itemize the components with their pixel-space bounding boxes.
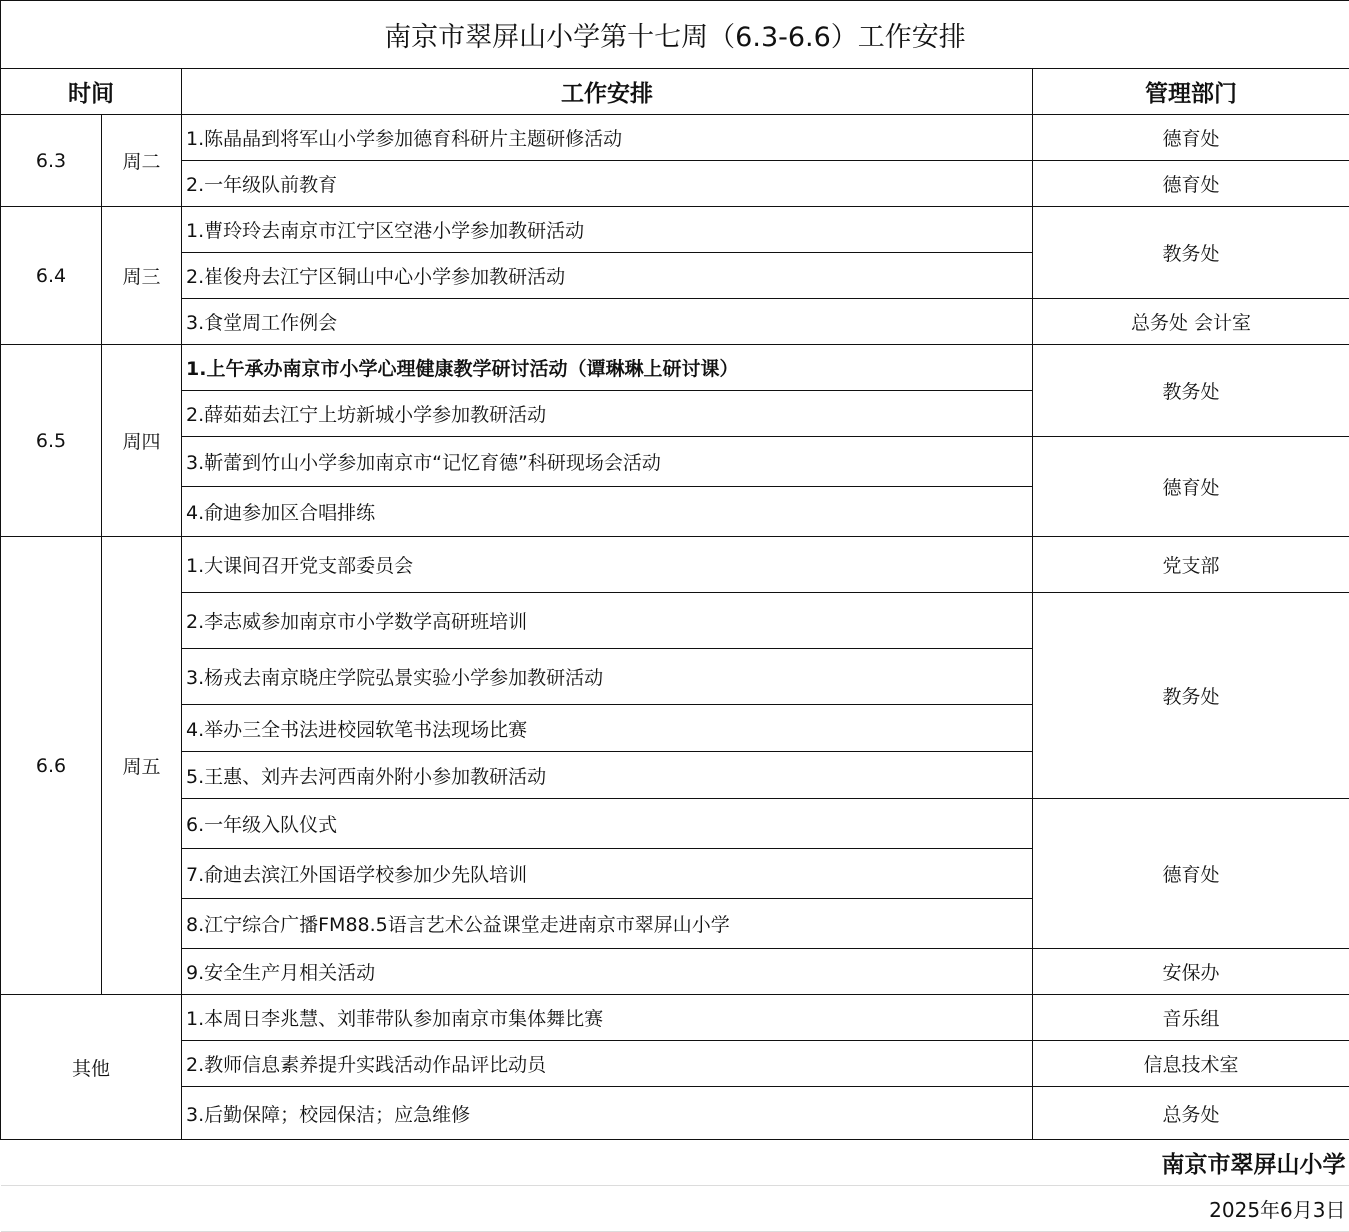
work-item: 1.陈晶晶到将军山小学参加德育科研片主题研修活动 [182, 115, 1033, 161]
table-row [1, 995, 1349, 1041]
table-row [1, 1087, 1349, 1140]
work-item: 1.上午承办南京市小学心理健康教学研讨活动（谭琳琳上研讨课） [182, 345, 1033, 391]
work-item: 5.王惠、刘卉去河西南外附小参加教研活动 [182, 752, 1033, 799]
table-row [1, 593, 1349, 649]
dept-cell: 教务处 [1033, 345, 1349, 437]
work-item: 2.教师信息素养提升实践活动作品评比动员 [182, 1041, 1033, 1087]
weekday-cell: 周三 [102, 207, 182, 345]
work-item: 2.李志威参加南京市小学数学高研班培训 [182, 593, 1033, 649]
table-row [1, 299, 1349, 345]
work-item: 3.后勤保障；校园保洁；应急维修 [182, 1087, 1033, 1140]
table-row [1, 949, 1349, 995]
work-item: 2.崔俊舟去江宁区铜山中心小学参加教研活动 [182, 253, 1033, 299]
work-item: 1.大课间召开党支部委员会 [182, 537, 1033, 593]
date-cell: 6.3 [1, 115, 102, 207]
work-item: 1.曹玲玲去南京市江宁区空港小学参加教研活动 [182, 207, 1033, 253]
dept-cell: 信息技术室 [1033, 1041, 1349, 1087]
dept-cell: 德育处 [1033, 437, 1349, 537]
header-time: 时间 [1, 69, 182, 115]
date-cell: 6.6 [1, 537, 102, 995]
weekday-cell: 周五 [102, 537, 182, 995]
footer-school: 南京市翠屏山小学 [1, 1140, 1349, 1186]
work-item: 3.杨戎去南京晓庄学院弘景实验小学参加教研活动 [182, 649, 1033, 705]
weekday-cell: 周四 [102, 345, 182, 537]
dept-cell: 德育处 [1033, 115, 1349, 161]
dept-cell: 德育处 [1033, 161, 1349, 207]
table-row [1, 161, 1349, 207]
work-item: 1.本周日李兆慧、刘菲带队参加南京市集体舞比赛 [182, 995, 1033, 1041]
work-item: 3.靳蕾到竹山小学参加南京市“记忆育德”科研现场会活动 [182, 437, 1033, 487]
work-item: 9.安全生产月相关活动 [182, 949, 1033, 995]
table-row [1, 345, 1349, 391]
table-row [1, 115, 1349, 161]
work-item: 2.薛茹茹去江宁上坊新城小学参加教研活动 [182, 391, 1033, 437]
page-title: 南京市翠屏山小学第十七周（6.3-6.6）工作安排 [1, 1, 1349, 69]
work-item: 2.一年级队前教育 [182, 161, 1033, 207]
date-cell: 6.4 [1, 207, 102, 345]
table-row [1, 437, 1349, 487]
table-row [1, 799, 1349, 849]
work-item: 6.一年级入队仪式 [182, 799, 1033, 849]
table-row [1, 1041, 1349, 1087]
work-item: 4.俞迪参加区合唱排练 [182, 487, 1033, 537]
dept-cell: 教务处 [1033, 593, 1349, 799]
table-row [1, 207, 1349, 253]
work-item: 8.江宁综合广播FM88.5语言艺术公益课堂走进南京市翠屏山小学 [182, 899, 1033, 949]
work-item: 3.食堂周工作例会 [182, 299, 1033, 345]
table-row [1, 537, 1349, 593]
dept-cell: 总务处 会计室 [1033, 299, 1349, 345]
dept-cell: 总务处 [1033, 1087, 1349, 1140]
work-item: 7.俞迪去滨江外国语学校参加少先队培训 [182, 849, 1033, 899]
header-dept: 管理部门 [1033, 69, 1349, 115]
dept-cell: 教务处 [1033, 207, 1349, 299]
dept-cell: 德育处 [1033, 799, 1349, 949]
date-cell: 6.5 [1, 345, 102, 537]
dept-cell: 党支部 [1033, 537, 1349, 593]
weekday-cell: 周二 [102, 115, 182, 207]
dept-cell: 安保办 [1033, 949, 1349, 995]
dept-cell: 音乐组 [1033, 995, 1349, 1041]
header-work: 工作安排 [182, 69, 1033, 115]
work-item: 4.举办三全书法进校园软笔书法现场比赛 [182, 705, 1033, 752]
other-label: 其他 [1, 995, 182, 1140]
footer-date: 2025年6月3日 [1, 1186, 1349, 1232]
